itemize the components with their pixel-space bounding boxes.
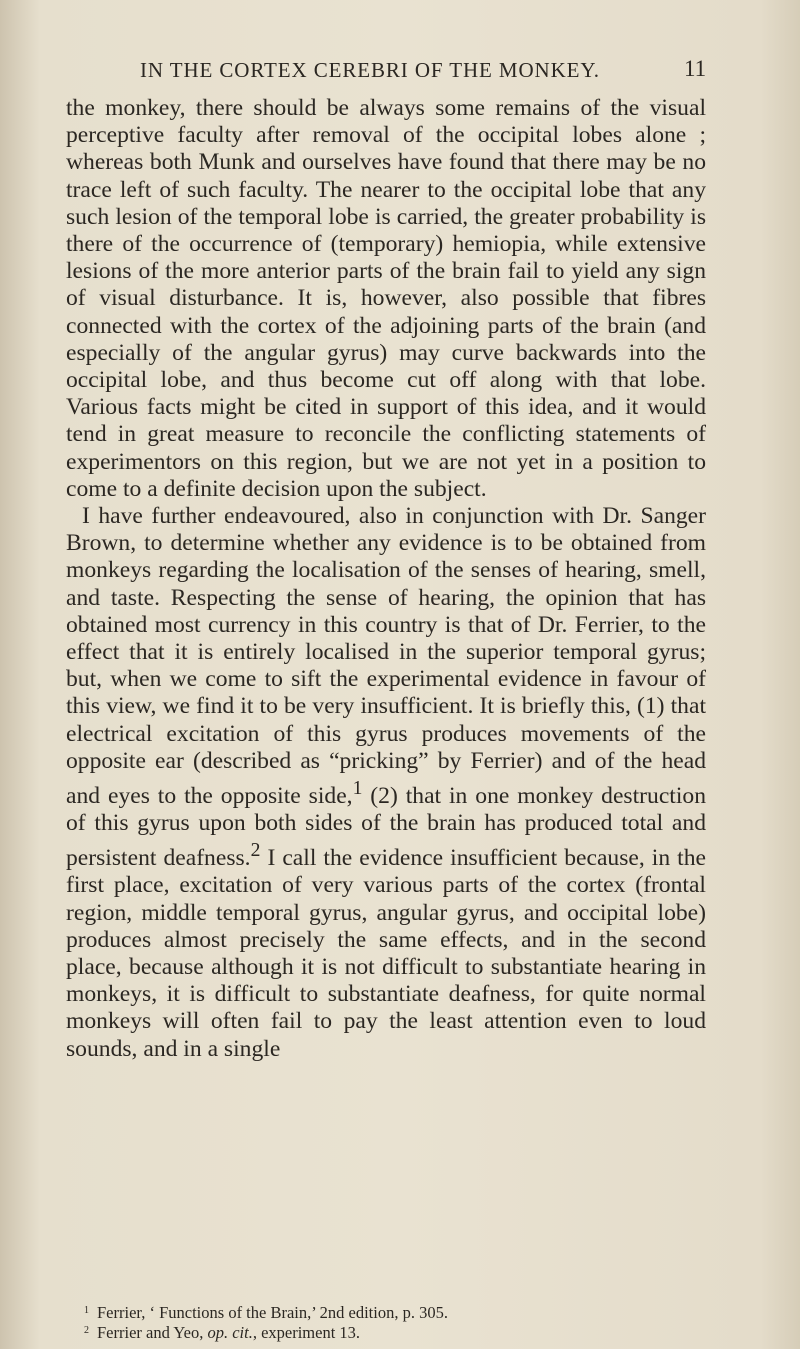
paragraph-text: I call the evidence insufficient because, in the first place, excitation of very various parts of the cortex (frontal region, middle temporal gyrus, angular gyrus, and occipital lobe) produces almost precisely the same effects, and in the second place, because although it is not difficult to substantiate hearing in monkeys, it is difficult to substantiate deafness, for quite normal monkeys will often fail to pay the least attention even to loud sounds, and in a single xyxy=(66,845,706,1062)
running-title: IN THE CORTEX CEREBRI OF THE MONKEY. xyxy=(140,58,600,82)
footnote-ref-1: 1 xyxy=(352,777,363,800)
page-number: 11 xyxy=(684,56,707,81)
footnote-text: Ferrier and Yeo, xyxy=(97,1323,208,1342)
paragraph-text: (2) that in one monkey destruction of this gyrus upon both sides of the brain has produced total and persistent deafness. xyxy=(66,782,706,872)
footnote-ref-2: 2 xyxy=(250,839,261,862)
footnote-mark: 1 xyxy=(84,1305,89,1316)
footnote-2 xyxy=(84,1322,704,1342)
body-text xyxy=(66,95,706,1063)
paragraph-text: I have further endeavoured, also in conjunction with Dr. Sanger Brown, to determine whether any evidence is to be obtained from monkeys regarding the localisation of the senses of hearing, smell, and taste. Respecting the sense of hearing, the opinion that has obtained most currency in this country is that of Dr. Ferrier, to the effect that it is entirely localised in the superior temporal gyrus; but, when we come to sift the experimental evidence in favour of this view, we find it to be very insufficient. It is briefly this, (1) that electrical excitation of this gyrus produces movements of the opposite ear (described as “pricking” by Ferrier) and of the head and eyes to the opposite side, xyxy=(66,503,706,809)
footnote-text: Ferrier, ‘ Functions of the Brain,’ 2nd edition, p. 305. xyxy=(97,1303,448,1322)
footnote-mark: 2 xyxy=(84,1325,89,1336)
paragraph-continued: the monkey, there should be always some remains of the visual perceptive faculty after removal of the occipital lobes alone ; whereas both Munk and ourselves have found that there may be no trace left of such faculty. The nearer to the occipital lobe that any such lesion of the temporal lobe is carried, the greater probability is there of the occurrence of (temporary) hemiopia, while extensive lesions of the more anterior parts of the brain fail to yield any sign of visual disturbance. It is, however, also possible that fibres connected with the cortex of the adjoining parts of the brain (and especially of the angular gyrus) may curve backwards into the occipital lobe, and thus become cut off along with that lobe. Various facts might be cited in support of this idea, and it would tend in great measure to reconcile the conflicting statements of experimentors on this region, but we are not yet in a position to come to a definite decision upon the subject. xyxy=(66,95,706,502)
page-header xyxy=(0,52,800,86)
footnote-1 xyxy=(84,1302,704,1322)
paragraph-hearing xyxy=(66,503,706,1063)
footnote-text: , experiment 13. xyxy=(252,1323,361,1342)
footnote-work: op. cit. xyxy=(207,1323,253,1342)
footnotes xyxy=(84,1302,704,1342)
